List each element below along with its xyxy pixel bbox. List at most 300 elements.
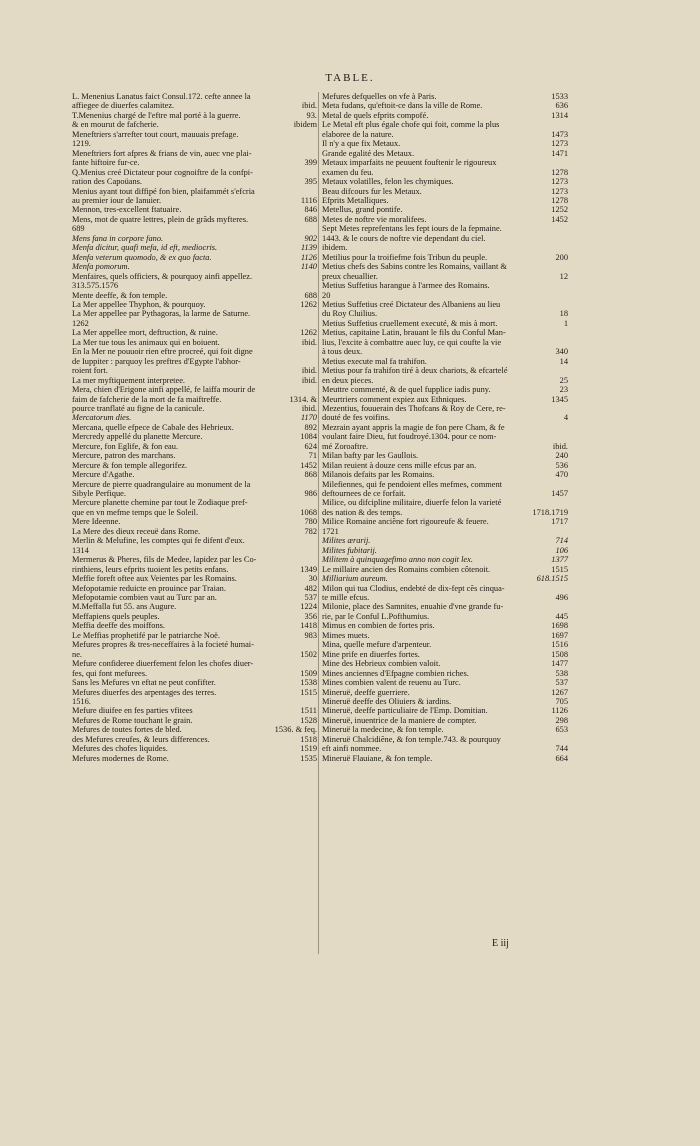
index-entry-text: Mercure d'Agathe. bbox=[72, 470, 135, 480]
index-entry-text: Meffia deeffe des moiffons. bbox=[72, 621, 166, 631]
index-entry-text: Metes de noftre vie moralifees. bbox=[322, 214, 427, 224]
index-entry-text: Mefures des chofes liquides. bbox=[72, 744, 168, 754]
index-entry bbox=[72, 602, 317, 611]
index-entry-text: Menius ayant tout diffipé fon bien, plaifammét s'efcria bbox=[72, 186, 255, 196]
index-entry-ref: 536 bbox=[555, 460, 568, 470]
index-entry-ref: 1418 bbox=[300, 621, 317, 631]
index-entry-ref: 1314. & bbox=[289, 394, 317, 404]
index-entry bbox=[72, 480, 317, 489]
index-entry bbox=[72, 224, 317, 233]
index-entry bbox=[322, 489, 568, 498]
index-entry-text: Milites fubitarij. bbox=[322, 545, 377, 555]
index-entry bbox=[322, 366, 568, 375]
index-entry-text: Metius pour fa trahifon tiré à deux chariots, & efcartelé bbox=[322, 366, 508, 376]
index-entry bbox=[322, 376, 568, 385]
index-entry-text: Menfa veterum quomodo, & ex quo facta. bbox=[72, 252, 212, 262]
index-entry-ref: 780 bbox=[304, 517, 317, 527]
index-entry-text: 1516. bbox=[72, 697, 91, 706]
index-entry-ref: 12 bbox=[559, 271, 568, 281]
index-entry-text: La mer myftiquement interpretee. bbox=[72, 375, 186, 385]
index-entry-text: ibidem. bbox=[322, 243, 348, 253]
index-entry-ref: 1 bbox=[563, 318, 568, 328]
index-entry-text: que en vn mefme temps que le Soleil. bbox=[72, 507, 199, 517]
index-entry-text: ne. bbox=[72, 649, 82, 659]
index-entry-text: au premier iour de Ianuier. bbox=[72, 195, 162, 205]
index-entry bbox=[322, 385, 568, 394]
index-entry-text: Mines anciennes d'Efpagne combien riches. bbox=[322, 668, 469, 678]
index-entry-text: Milan reuient à douze cens mille efcus par an. bbox=[322, 460, 477, 470]
index-entry-text: elaboree de la nature. bbox=[322, 129, 394, 139]
index-entry-text: Metal de quels efprits compofé. bbox=[322, 110, 429, 120]
index-entry-text: Metilius pour la troifiefme fois Tribun du peuple. bbox=[322, 252, 488, 262]
index-entry-text: 1443. & le cours de noftre vie dependant du ciel. bbox=[322, 233, 486, 243]
index-entry-ref: 200 bbox=[555, 252, 568, 262]
index-entry-text: 1314 bbox=[72, 545, 89, 555]
index-entry bbox=[72, 697, 317, 706]
index-entry bbox=[322, 602, 568, 611]
index-entry-text: 20 bbox=[322, 290, 331, 300]
signature-mark: E iij bbox=[492, 938, 509, 949]
index-entry-ref: ibid. bbox=[552, 441, 568, 451]
index-entry-text: Metius Suffetius creé Dictateur des Albaniens au lieu bbox=[322, 299, 501, 309]
index-entry-ref: 1536. & feq. bbox=[274, 725, 317, 735]
index-entry-ref: 14 bbox=[559, 356, 568, 366]
index-entry-ref: 1515 bbox=[551, 564, 568, 574]
index-entry-text: Metius execute mal fa trahifon. bbox=[322, 356, 427, 366]
index-entry bbox=[322, 659, 568, 668]
index-entry-ref: 1717 bbox=[551, 517, 568, 527]
index-entry-ref: 1502 bbox=[300, 649, 317, 659]
index-entry bbox=[72, 517, 317, 526]
index-entry bbox=[322, 281, 568, 290]
index-entry-text: Milliarium aureum. bbox=[322, 574, 388, 584]
index-entry-text: lius, l'excite à combattre auec luy, ce qui coufte la vie bbox=[322, 337, 502, 347]
index-entry-ref: 537 bbox=[304, 593, 317, 603]
index-entry-text: Menfa pomorum. bbox=[72, 262, 130, 272]
index-entry-ref: 1377 bbox=[551, 555, 568, 565]
index-entry bbox=[72, 234, 317, 243]
index-entry-text: des Mefures creufes, & leurs differences. bbox=[72, 734, 210, 744]
index-entry bbox=[72, 347, 317, 356]
index-entry bbox=[72, 395, 317, 404]
index-entry bbox=[322, 300, 568, 309]
index-entry-text: Il n'y a que fix Metaux. bbox=[322, 139, 401, 149]
index-entry-ref: 395 bbox=[304, 177, 317, 187]
index-entry-text: Mercatorum dies. bbox=[72, 413, 132, 423]
index-entry-text: Mineruë Chalcidiẽne, & fon temple.743. & pourquoy bbox=[322, 734, 501, 744]
index-entry bbox=[72, 442, 317, 451]
index-entry-text: 689 bbox=[72, 224, 85, 234]
index-entry bbox=[322, 272, 568, 281]
index-entry bbox=[72, 650, 317, 659]
index-entry-text: Le Metal eft plus égale chofe qui foit, comme la plus bbox=[322, 120, 500, 130]
index-entry-ref: 1533 bbox=[551, 92, 568, 101]
index-entry-ref: 624 bbox=[304, 441, 317, 451]
index-entry bbox=[72, 565, 317, 574]
index-entry bbox=[322, 187, 568, 196]
index-entry-ref: 537 bbox=[555, 678, 568, 688]
index-entry-text: 1219. bbox=[72, 139, 91, 149]
index-entry-text: Beau difcours fur les Metaux. bbox=[322, 186, 422, 196]
index-entry-ref: 846 bbox=[304, 205, 317, 215]
index-entry bbox=[322, 395, 568, 404]
index-entry-text: M.Meffalla fut 55. ans Augure. bbox=[72, 602, 177, 612]
index-entry-ref: 986 bbox=[304, 489, 317, 499]
index-entry-text: pource tranflaté au figne de la canicule. bbox=[72, 403, 205, 413]
index-entry-text: Le millaire ancien des Romains combien côtenoit. bbox=[322, 564, 491, 574]
index-entry-text: Mermerus & Pheres, fils de Medee, lapidez par les Co- bbox=[72, 555, 257, 565]
index-entry-ref: 4 bbox=[563, 413, 568, 423]
index-entry bbox=[72, 584, 317, 593]
index-entry bbox=[72, 130, 317, 139]
index-entry-text: Mente deeffe, & fon temple. bbox=[72, 290, 168, 300]
index-entry-text: 313.575.1576 bbox=[72, 281, 119, 291]
index-entry-text: douté de fes voifins. bbox=[322, 413, 390, 423]
index-entry bbox=[72, 319, 317, 328]
index-entry-ref: 653 bbox=[555, 725, 568, 735]
index-entry-ref: 1511 bbox=[300, 706, 317, 716]
index-entry-text: Grande egalité des Metaux. bbox=[322, 148, 415, 158]
index-entry-text: Meffie foreft oftee aux Veientes par les Romains. bbox=[72, 574, 237, 584]
index-entry bbox=[322, 423, 568, 432]
index-entry bbox=[72, 688, 317, 697]
index-entry-ref: 1516 bbox=[551, 640, 568, 650]
index-entry bbox=[322, 101, 568, 110]
index-entry-ref: 1452 bbox=[551, 214, 568, 224]
index-entry bbox=[322, 451, 568, 460]
index-entry-ref: ibidem bbox=[293, 120, 317, 130]
index-entry-ref: 1139 bbox=[300, 243, 317, 253]
index-entry-text: Mefures de toutes fortes de bled. bbox=[72, 725, 182, 735]
index-entry bbox=[72, 291, 317, 300]
index-entry bbox=[72, 243, 317, 252]
index-entry-text: Milice Romaine anciẽne fort rigoureufe & feuere. bbox=[322, 517, 489, 527]
index-entry-ref: 636 bbox=[555, 101, 568, 111]
index-entry-ref: 1273 bbox=[551, 139, 568, 149]
index-entry-text: Milonie, place des Samnites, enuahie d'vne grande fu- bbox=[322, 602, 504, 612]
index-entry bbox=[72, 101, 317, 110]
index-entry-text: Mine prife en diuerfes fortes. bbox=[322, 649, 420, 659]
index-entry bbox=[322, 196, 568, 205]
index-entry-ref: 1140 bbox=[300, 262, 317, 272]
index-entry-ref: 688 bbox=[304, 214, 317, 224]
index-entry bbox=[322, 253, 568, 262]
index-entry-ref: 1509 bbox=[300, 668, 317, 678]
index-entry-text: Milefiennes, qui fe pendoient elles mefmes, comment bbox=[322, 479, 503, 489]
index-entry-text: La Mer appellee par Pythagoras, la larme de Saturne. bbox=[72, 309, 251, 319]
index-entry bbox=[72, 470, 317, 479]
index-entry-text: Mineruë, deeffe particuliaire de l'Emp. Domitian. bbox=[322, 706, 488, 716]
index-entry-text: En la Mer ne pouuoir rien eftre procreé, qui foit digne bbox=[72, 347, 253, 357]
index-entry bbox=[322, 754, 568, 763]
index-entry bbox=[72, 669, 317, 678]
index-entry-text: Mefures defquelles on vfe à Paris. bbox=[322, 92, 437, 101]
index-entry bbox=[322, 158, 568, 167]
index-entry bbox=[322, 319, 568, 328]
index-entry-ref: 1126 bbox=[300, 252, 317, 262]
index-entry-ref: 538 bbox=[555, 668, 568, 678]
index-entry bbox=[322, 92, 568, 101]
index-entry-ref: 1477 bbox=[551, 659, 568, 669]
index-entry bbox=[72, 744, 317, 753]
index-entry-text: Sibyle Perfique. bbox=[72, 489, 126, 499]
index-entry-text: La Mer tue tous les animaux qui en boiuent. bbox=[72, 337, 220, 347]
index-entry-ref: 340 bbox=[555, 347, 568, 357]
index-entry bbox=[322, 593, 568, 602]
index-entry bbox=[72, 716, 317, 725]
index-entry-text: te mille efcus. bbox=[322, 593, 370, 603]
index-entry-text: du Roy Cluilius. bbox=[322, 309, 378, 319]
index-entry bbox=[72, 555, 317, 564]
index-entry bbox=[322, 328, 568, 337]
index-entry bbox=[72, 659, 317, 668]
index-entry-ref: 25 bbox=[559, 375, 568, 385]
index-entry-text: Milice, ou difcipline militaire, diuerfe felon la varieté bbox=[322, 498, 502, 508]
index-entry-ref: 71 bbox=[308, 451, 317, 461]
index-entry-ref: 1116 bbox=[300, 195, 317, 205]
page-header: TABLE. bbox=[325, 72, 375, 84]
index-entry-text: Metius, capitaine Latin, brauant le fils du Conful Man- bbox=[322, 328, 506, 338]
index-entry-ref: 1224 bbox=[300, 602, 317, 612]
index-entry bbox=[322, 262, 568, 271]
index-entry-text: à tous deux. bbox=[322, 347, 363, 357]
index-entry-ref: ibid. bbox=[301, 366, 317, 376]
index-entry-text: Mercure, fon Eglife, & fon eau. bbox=[72, 441, 179, 451]
index-entry-text: Metellus, grand pontife. bbox=[322, 205, 403, 215]
index-entry bbox=[322, 527, 568, 536]
index-entry bbox=[322, 498, 568, 507]
index-entry-text: Mercredy appellé du planette Mercure. bbox=[72, 432, 203, 442]
index-entry bbox=[322, 432, 568, 441]
index-entry-ref: 1345 bbox=[551, 394, 568, 404]
index-entry-ref: 1126 bbox=[551, 706, 568, 716]
index-entry-text: en deux pieces. bbox=[322, 375, 374, 385]
index-entry-text: Mineruë Flauiane, & fon temple. bbox=[322, 753, 433, 763]
index-entry-ref: 1084 bbox=[300, 432, 317, 442]
index-entry-ref: 688 bbox=[304, 290, 317, 300]
index-entry bbox=[72, 168, 317, 177]
index-entry bbox=[72, 536, 317, 545]
index-entry bbox=[322, 555, 568, 564]
index-entry-text: de Iuppiter : parquoy les preftres d'Egypte l'abhor- bbox=[72, 356, 241, 366]
index-entry-text: Milon qui tua Clodius, endebté de dix-fept cẽs cinqua- bbox=[322, 583, 505, 593]
index-entry bbox=[72, 706, 317, 715]
index-entry-text: Mimus en combien de fortes pris. bbox=[322, 621, 435, 631]
index-entry bbox=[322, 631, 568, 640]
index-entry bbox=[72, 338, 317, 347]
index-entry-ref: 983 bbox=[304, 630, 317, 640]
index-entry-ref: 1273 bbox=[551, 186, 568, 196]
index-entry bbox=[322, 744, 568, 753]
index-entry bbox=[72, 281, 317, 290]
index-entry-text: deftournees de ce forfait. bbox=[322, 489, 406, 499]
index-entry-text: Militem à quinquagefimo anno non cogit lex. bbox=[322, 555, 473, 565]
index-entry bbox=[322, 243, 568, 252]
index-entry bbox=[72, 253, 317, 262]
index-entry bbox=[322, 565, 568, 574]
index-entry-text: Mera, chien d'Erigone ainfi appellé, fe laiffa mourir de bbox=[72, 385, 256, 395]
index-entry bbox=[72, 328, 317, 337]
index-entry-ref: 1452 bbox=[300, 460, 317, 470]
index-entry bbox=[72, 149, 317, 158]
index-entry bbox=[322, 536, 568, 545]
index-entry bbox=[322, 234, 568, 243]
index-entry-text: 1262 bbox=[72, 318, 89, 328]
index-entry-ref: 1535 bbox=[300, 753, 317, 763]
index-entry-ref: 618.1515 bbox=[536, 574, 568, 584]
index-entry-ref: 1473 bbox=[551, 129, 568, 139]
index-entry bbox=[322, 678, 568, 687]
index-column-right bbox=[322, 92, 568, 763]
index-entry bbox=[322, 347, 568, 356]
index-entry bbox=[322, 735, 568, 744]
index-entry-ref: 782 bbox=[304, 526, 317, 536]
index-entry-ref: 714 bbox=[555, 536, 568, 546]
index-entry-ref: ibid. bbox=[301, 337, 317, 347]
index-entry-ref: 1349 bbox=[300, 564, 317, 574]
index-entry-ref: 470 bbox=[555, 470, 568, 480]
index-entry-ref: 1457 bbox=[551, 489, 568, 499]
index-entry-text: La Mere des dieux receuë dans Rome. bbox=[72, 526, 201, 536]
index-entry-ref: 892 bbox=[304, 422, 317, 432]
index-entry bbox=[72, 262, 317, 271]
index-entry-text: rinthiens, leurs efprits tuoient les petits enfans. bbox=[72, 564, 229, 574]
index-entry bbox=[72, 621, 317, 630]
index-entry bbox=[322, 215, 568, 224]
index-entry-ref: 1718.1719 bbox=[532, 507, 568, 517]
index-entry-text: Milan bafty par les Gaullois. bbox=[322, 451, 419, 461]
index-entry bbox=[72, 413, 317, 422]
index-entry bbox=[72, 640, 317, 649]
index-entry bbox=[72, 527, 317, 536]
index-entry-text: Mineruë deeffe des Oliuiers & iardins. bbox=[322, 697, 452, 706]
index-entry bbox=[72, 432, 317, 441]
index-entry bbox=[72, 120, 317, 129]
index-entry bbox=[322, 574, 568, 583]
index-entry bbox=[322, 546, 568, 555]
index-entry-text: Mineruë la medecine, & fon temple. bbox=[322, 725, 444, 735]
index-entry-text: Milites ærarij. bbox=[322, 536, 371, 546]
index-entry bbox=[322, 139, 568, 148]
index-entry bbox=[322, 177, 568, 186]
index-entry-ref: 744 bbox=[555, 744, 568, 754]
index-entry bbox=[72, 215, 317, 224]
index-entry bbox=[322, 517, 568, 526]
index-entry-text: Sans les Mefures vn eftat ne peut confifter. bbox=[72, 678, 216, 688]
index-entry-text: Q.Menius creé Dictateur pour cognoiftre de la confpi- bbox=[72, 167, 253, 177]
index-entry bbox=[322, 404, 568, 413]
index-entry-ref: 1262 bbox=[300, 299, 317, 309]
index-entry-text: La Mer appellee mort, deftruction, & ruine. bbox=[72, 328, 218, 338]
index-entry bbox=[72, 376, 317, 385]
index-entry bbox=[322, 149, 568, 158]
index-entry-text: des nation & des temps. bbox=[322, 507, 403, 517]
index-entry-text: Mefure diuifee en fes parties vfitees bbox=[72, 706, 193, 716]
index-entry bbox=[322, 442, 568, 451]
index-entry-ref: ibid. bbox=[301, 403, 317, 413]
index-entry-text: faim de fafcherie de la mort de fa maiftreffe. bbox=[72, 394, 222, 404]
index-entry bbox=[322, 205, 568, 214]
index-entry bbox=[72, 205, 317, 214]
index-entry bbox=[72, 272, 317, 281]
index-column-left bbox=[72, 92, 317, 763]
index-entry-text: Mina, quelle mefure d'arpenteur. bbox=[322, 640, 432, 650]
index-entry-text: eft ainfi nommee. bbox=[322, 744, 382, 754]
index-entry-text: Mine des Hebrieux combien valoit. bbox=[322, 659, 441, 669]
index-entry-ref: 356 bbox=[304, 611, 317, 621]
index-entry-text: Meurtriers comment expiez aux Ethniques. bbox=[322, 394, 467, 404]
index-entry-text: Mercure & fon temple allegorifez. bbox=[72, 460, 188, 470]
index-entry bbox=[322, 706, 568, 715]
index-entry bbox=[72, 177, 317, 186]
index-entry bbox=[72, 404, 317, 413]
index-entry-text: mé Zoroaftre. bbox=[322, 441, 369, 451]
index-entry-ref: 482 bbox=[304, 583, 317, 593]
index-entry bbox=[72, 508, 317, 517]
index-entry-text: Metius Suffetius cruellement executé, & mis à mort. bbox=[322, 318, 498, 328]
index-entry bbox=[322, 413, 568, 422]
index-entry-ref: ibid. bbox=[301, 375, 317, 385]
index-entry bbox=[72, 196, 317, 205]
index-entry bbox=[322, 309, 568, 318]
index-entry-ref: 106 bbox=[555, 545, 568, 555]
index-entry-ref: 30 bbox=[308, 574, 317, 584]
index-entry-text: Mefures diuerfes des arpentages des terres. bbox=[72, 687, 217, 697]
index-entry bbox=[72, 309, 317, 318]
index-entry-text: Mefures modernes de Rome. bbox=[72, 753, 169, 763]
index-entry bbox=[72, 754, 317, 763]
index-entry-text: Metaux volatilles, felon les chymiques. bbox=[322, 177, 454, 187]
index-entry-ref: 1538 bbox=[300, 678, 317, 688]
index-entry bbox=[322, 688, 568, 697]
index-entry-text: Mennon, tres-excellent ftatuaire. bbox=[72, 205, 182, 215]
index-entry-ref: 298 bbox=[555, 715, 568, 725]
index-entry-ref: 1262 bbox=[300, 328, 317, 338]
index-entry bbox=[72, 725, 317, 734]
index-entry-ref: 1698 bbox=[551, 621, 568, 631]
index-entry bbox=[72, 461, 317, 470]
index-entry bbox=[322, 130, 568, 139]
index-entry-ref: 1515 bbox=[300, 687, 317, 697]
index-entry-text: Mercana, quelle efpece de Cabale des Hebrieux. bbox=[72, 422, 234, 432]
index-entry-text: Mines combien valent de reuenu au Turc. bbox=[322, 678, 461, 688]
index-entry bbox=[72, 593, 317, 602]
index-entry bbox=[72, 187, 317, 196]
index-entry-text: Milanois defaits par les Romains. bbox=[322, 470, 435, 480]
index-entry-ref: 1314 bbox=[551, 110, 568, 120]
index-entry-text: La Mer appellee Thyphon, & pourquoy. bbox=[72, 299, 206, 309]
index-entry-ref: 705 bbox=[555, 697, 568, 706]
index-entry bbox=[322, 357, 568, 366]
index-entry-text: fante hiftoire fur-ce. bbox=[72, 158, 140, 168]
index-entry-text: Mens, mot de quatre lettres, plein de grãds myfteres. bbox=[72, 214, 249, 224]
index-entry bbox=[72, 612, 317, 621]
index-entry-text: Mineruë, inuentrice de la maniere de compter. bbox=[322, 715, 477, 725]
index-entry-ref: 1278 bbox=[551, 167, 568, 177]
index-entry-text: affiegee de diuerfes calamitez. bbox=[72, 101, 175, 111]
index-entry-text: Metius chefs des Sabins contre les Romains, vaillant & bbox=[322, 262, 507, 272]
index-entry-text: Mercure de pierre quadrangulaire au monument de la bbox=[72, 479, 251, 489]
index-entry-ref: 1518 bbox=[300, 734, 317, 744]
index-entry bbox=[72, 735, 317, 744]
index-entry-text: Mefopotamie combien vaut au Turc par an. bbox=[72, 593, 217, 603]
index-entry-ref: 93. bbox=[306, 110, 317, 120]
index-entry-text: Mercure planette chemine par tout le Zodiaque pref- bbox=[72, 498, 248, 508]
index-entry-text: Meta fudans, qu'eftoit-ce dans la ville de Rome. bbox=[322, 101, 483, 111]
index-entry-text: Mercure, patron des marchans. bbox=[72, 451, 176, 461]
index-entry-ref: 1697 bbox=[551, 630, 568, 640]
index-entry bbox=[322, 470, 568, 479]
